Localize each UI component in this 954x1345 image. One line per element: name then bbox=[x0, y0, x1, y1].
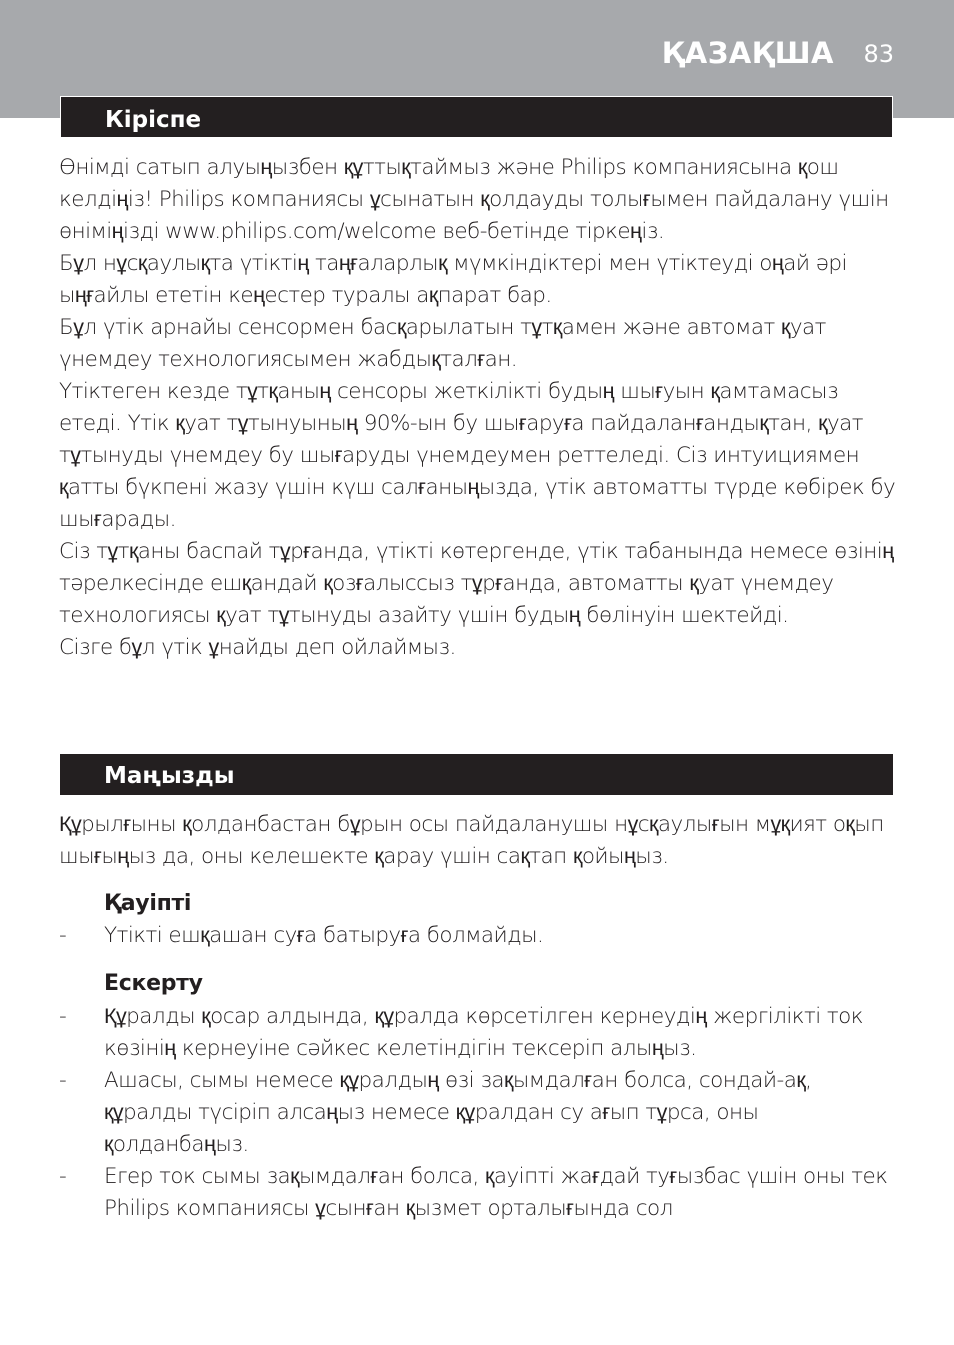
danger-list bbox=[59, 920, 904, 952]
warning-list bbox=[59, 1001, 904, 1225]
bullet-dash: - bbox=[59, 923, 67, 948]
intro-paragraph: Сізге бұл үтік ұнайды деп ойлаймыз. bbox=[59, 635, 456, 660]
bullet-dash: - bbox=[59, 1164, 67, 1189]
intro-paragraph: Бұл үтік арнайы сенсормен басқарылатын тұтқамен және автомат қуат үнемдеу технологиясымен жабдықталған. bbox=[59, 315, 826, 372]
list-item: - Құралды қосар алдында, құралда көрсетілген кернеудің жергілікті ток көзінің кернеуіне сәйкес келетіндігін тексеріп алыңыз. bbox=[59, 1001, 904, 1065]
list-item: - Үтікті ешқашан суға батыруға болмайды. bbox=[59, 920, 904, 952]
section-heading-intro: Кіріспе bbox=[60, 96, 893, 138]
important-intro-text bbox=[59, 809, 904, 873]
intro-paragraph: Өнімді сатып алуыңызбен құттықтаймыз және Philips компаниясына қош келдіңіз! Philips компаниясы ұсынатын қолдауды толығымен пайдалану үшін өніміңізді www.philips.com/welcome веб-бетінде тіркеңіз. bbox=[59, 155, 889, 244]
language-title: ҚАЗАҚША bbox=[661, 36, 834, 70]
list-item: - Егер ток сымы зақымдалған болса, қауіпті жағдай туғызбас үшін оны тек Philips компаниясы ұсынған қызмет орталығында сол bbox=[59, 1161, 904, 1225]
section-heading-important: Маңызды bbox=[60, 754, 893, 795]
intro-paragraph: Үтіктеген кезде тұтқаның сенсоры жеткілікті будың шығуын қамтамасыз етеді. Үтік қуат тұтынуының 90%-ын бу шығаруға пайдаланғандықтан, қуат тұтынуды үнемдеу бу шығаруды үнемдеумен реттеледі. Сіз интуициямен қатты бүкпені жазу үшін күш салғаныңызда, үтік автоматты түрде көбірек бу шығарады. bbox=[59, 379, 896, 532]
bullet-dash: - bbox=[59, 1004, 67, 1029]
warning-heading: Ескерту bbox=[104, 971, 203, 996]
page-number: 83 bbox=[863, 40, 894, 68]
intro-text bbox=[59, 152, 904, 664]
list-item: - Ашасы, сымы немесе құралдың өзі зақымдалған болса, сондай-ақ, құралды түсіріп алсаңыз немесе құралдан су ағып тұрса, оны қолданбаңыз. bbox=[59, 1065, 904, 1161]
intro-paragraph: Сіз тұтқаны баспай тұрғанда, үтікті көтергенде, үтік табанында немесе өзінің тәрелкесінде ешқандай қозғалыссыз тұрғанда, автоматты қуат үнемдеу технологиясы қуат тұтынуды азайту үшін будың бөлінуін шектейді. bbox=[59, 539, 894, 628]
important-paragraph: Құрылғыны қолданбастан бұрын осы пайдаланушы нұсқаулығын мұқият оқып шығыңыз да, оны келешекте қарау үшін сақтап қойыңыз. bbox=[59, 812, 884, 869]
danger-heading: Қауіпті bbox=[104, 891, 192, 916]
bullet-dash: - bbox=[59, 1068, 67, 1093]
intro-paragraph: Бұл нұсқаулықта үтіктің таңғаларлық мүмкіндіктері мен үтіктеуді оңай әрі ыңғайлы ететін кеңестер туралы ақпарат бар. bbox=[59, 251, 847, 308]
